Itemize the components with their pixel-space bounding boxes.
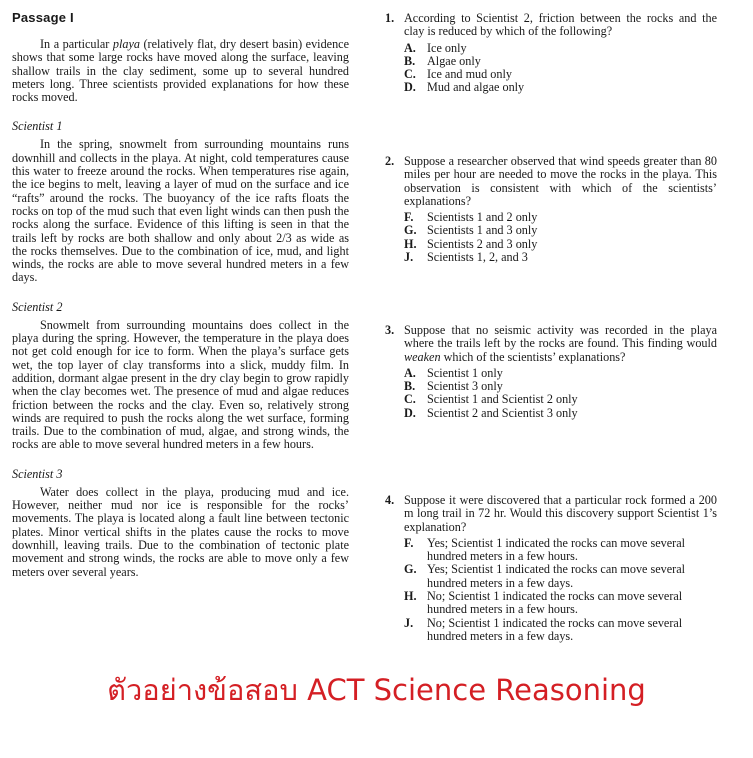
option-text: Scientists 1 and 3 only <box>427 223 538 238</box>
option-letter: H. <box>404 236 417 251</box>
question-number: 4. <box>385 493 395 507</box>
question-text-end: which of the scientists’ explanations? <box>440 349 626 364</box>
answer-option-f[interactable] <box>404 211 717 224</box>
option-text: No; Scientist 1 indicated the rocks can move several hundred meters in a few days. <box>427 615 683 643</box>
option-letter: F. <box>404 210 414 225</box>
scientist-3-text: Water does collect in the playa, producing mud and ice. However, neither mud nor ice is responsible for the rocks’ movements. The playa is located along a fault line between tectonic plates. Minor vertical shifts in the plates cause the rocks to move downhill, leaving trails. Due to the combination of tectonic plate movement and strong winds, the rocks are able to move only a few meters over several years. <box>12 484 349 579</box>
passage-heading: Passage I <box>12 10 74 25</box>
option-text: Scientist 1 only <box>427 365 503 380</box>
answer-option-c[interactable] <box>404 393 717 406</box>
option-text: Ice and mud only <box>427 67 512 82</box>
question-number: 1. <box>385 11 395 25</box>
question-3 <box>385 324 717 420</box>
answer-option-g[interactable] <box>404 563 717 590</box>
question-3-stem <box>385 324 717 364</box>
option-text: No; Scientist 1 indicated the rocks can move several hundred meters in a few hours. <box>427 589 683 617</box>
answer-option-d[interactable] <box>404 407 717 420</box>
option-letter: F. <box>404 535 414 550</box>
scientist-1-heading: Scientist 1 <box>12 119 63 134</box>
option-text: Scientist 1 and Scientist 2 only <box>427 392 578 407</box>
answer-option-j[interactable] <box>404 617 717 644</box>
question-text <box>404 324 717 364</box>
option-letter: D. <box>404 80 416 95</box>
question-number: 3. <box>385 323 395 337</box>
option-text: Scientist 2 and Scientist 3 only <box>427 405 578 420</box>
answer-option-h[interactable] <box>404 238 717 251</box>
scientist-1-section <box>12 119 349 284</box>
answer-option-a[interactable] <box>404 367 717 380</box>
question-number: 2. <box>385 154 395 168</box>
option-letter: G. <box>404 562 417 577</box>
answer-option-a[interactable] <box>404 42 717 55</box>
answer-option-d[interactable] <box>404 81 717 94</box>
question-emphasis-weaken: weaken <box>404 349 441 364</box>
option-letter: A. <box>404 365 416 380</box>
question-1 <box>385 12 717 95</box>
option-text: Yes; Scientist 1 indicated the rocks can move several hundred meters in a few hours. <box>427 535 686 564</box>
answer-option-b[interactable] <box>404 55 717 68</box>
option-text: Scientist 3 only <box>427 379 503 394</box>
option-letter: B. <box>404 53 416 68</box>
answer-option-b[interactable] <box>404 380 717 393</box>
passage-intro <box>12 38 349 104</box>
answer-option-g[interactable] <box>404 224 717 237</box>
option-letter: D. <box>404 405 416 420</box>
option-letter: B. <box>404 379 416 394</box>
scientist-2-text: Snowmelt from surrounding mountains does collect in the playa during the spring. However, the temperature in the playa does not get cold enough for ice to form. When the playa’s surface gets wet, the top layer of clay transforms into a slick, muddy film. In addition, dormant algae present in the dry clay begin to grow rapidly when the clay becomes wet. The presence of mud and algae reduces friction between the rocks and the clay. Even so, relatively strong winds are required to push the rocks along the wet surface, forming trails. Due to the combination of mud, algae, and strong winds, the rocks are able to move several hundred meters in a few hours. <box>12 317 349 452</box>
question-text: Suppose a researcher observed that wind speeds greater than 80 miles per hour are needed to move the rocks in the playa. This observation is consistent with which of the scientists’ explanations? <box>404 154 717 208</box>
intro-term-playa: playa <box>112 37 140 51</box>
option-letter: C. <box>404 392 416 407</box>
intro-text-start: In a particular <box>40 37 113 51</box>
scientist-2-section <box>12 300 349 452</box>
option-text: Yes; Scientist 1 indicated the rocks can move several hundred meters in a few days. <box>427 562 686 590</box>
option-text: Mud and algae only <box>427 80 525 95</box>
option-letter: G. <box>404 223 417 238</box>
answer-options <box>385 42 717 95</box>
question-2-stem <box>385 155 717 208</box>
answer-option-f[interactable] <box>404 537 717 564</box>
question-text: Suppose it were discovered that a particular rock formed a 200 m long trail in 72 hr. Would this discovery support Scientist 1’s explanation? <box>404 493 717 534</box>
option-text: Scientists 2 and 3 only <box>427 236 538 251</box>
answer-options <box>385 211 717 264</box>
option-text: Scientists 1, 2, and 3 <box>427 250 528 265</box>
option-text: Algae only <box>427 53 481 68</box>
question-4-stem <box>385 494 717 534</box>
option-letter: C. <box>404 67 416 82</box>
answer-option-c[interactable] <box>404 68 717 81</box>
question-text-start: Suppose that no seismic activity was recorded in the playa where the trails left by the rocks are found. This finding would <box>404 323 717 351</box>
option-letter: J. <box>404 250 414 265</box>
option-letter: J. <box>404 615 414 630</box>
question-4 <box>385 494 717 643</box>
answer-option-h[interactable] <box>404 590 717 617</box>
intro-text-end: (relatively flat, dry desert basin) evidence shows that some large rocks have moved along the surface, leaving shallow trails in the clay sediment, some up to several hundred meters long. Three scientists provided explanations for how these rocks moved. <box>12 37 349 105</box>
question-1-stem <box>385 12 717 39</box>
option-letter: H. <box>404 589 417 604</box>
scientist-3-section <box>12 467 349 579</box>
answer-options <box>385 367 717 420</box>
scientist-1-text: In the spring, snowmelt from surrounding mountains runs downhill and collects in the playa. At night, cold temperatures cause this water to freeze around the rocks. When temperatures rise again, the ice begins to melt, leaving a layer of mud on the surface and ice “rafts” around the rocks. The buoyancy of the ice rafts floats the rocks on top of the mud such that even light winds can then push the rocks along the surface. Evidence of this lifting is seen in that the trails left by rocks are both shallow and only about 2/3 as wide as the rocks themselves. Due to the combination of ice, mud, and light winds, the rocks are able to move several hundred meters in a few days. <box>12 137 349 285</box>
scientist-2-heading: Scientist 2 <box>12 299 63 314</box>
watermark-caption: ตัวอย่างข้อสอบ ACT Science Reasoning <box>107 673 646 707</box>
passage-column <box>12 10 349 579</box>
scientist-3-heading: Scientist 3 <box>12 466 63 481</box>
answer-options <box>385 537 717 643</box>
question-2 <box>385 155 717 264</box>
option-text: Ice only <box>427 40 467 55</box>
answer-option-j[interactable] <box>404 251 717 264</box>
option-letter: A. <box>404 40 416 55</box>
option-text: Scientists 1 and 2 only <box>427 210 538 225</box>
question-text: According to Scientist 2, friction between the rocks and the clay is reduced by which of the following? <box>404 11 717 39</box>
